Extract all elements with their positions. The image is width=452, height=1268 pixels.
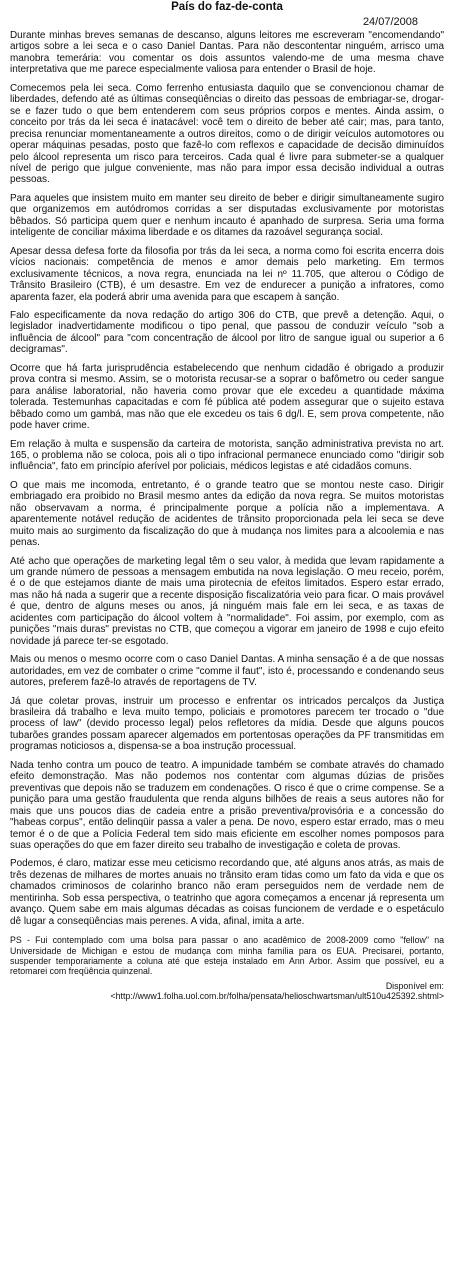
article-title: País do faz-de-conta [171, 1, 283, 13]
paragraph-7: Em relação à multa e suspensão da carteira de motorista, sanção administrativa prevista no art. 165, o problema não se coloca, pois ali o tipo infracional permanece enunciado como "dirigir sob influência", fato em princípio aferível por policiais, médicos legistas e até cidadãos comuns. [10, 438, 444, 473]
paragraph-3: Para aqueles que insistem muito em manter seu direito de beber e dirigir simultaneamente sugiro que organizemos em autódromos corridas a ser disputadas exclusivamente por motoristas bêbados. Só participa quem quer e nenhum incauto é apanhado de surpresa. Seria uma forma inteligente de conciliar máxima liberdade e os ditames da razoável segurança social. [10, 192, 444, 239]
paragraph-12: Nada tenho contra um pouco de teatro. A impunidade também se combate através do chamado efeito demonstração. Mas não podemos nos contentar com algumas dúzias de prisões preventivas que depois não se traduzem em condenações. O risco é que o crime compense. Se a punição para uma gestão fraudulenta que renda alguns bilhões de reais a seus autores não for mais que uns poucos dias de cadeia entre a prisão preventiva/provisória e a concessão do "habeas corpus", então delinqüir passa a valer a pena. De novo, espero estar errado, mas o meu temor é o de que a Polícia Federal tem sido mais eficiente em escolher nomes pomposos para suas operações do que em fazer direito seu trabalho de investigação e coleta de provas. [10, 759, 444, 851]
paragraph-5: Falo especificamente da nova redação do artigo 306 do CTB, que prevê a detenção. Aqui, o legislador inadvertidamente modificou o tipo penal, que passou de conduzir veículo "sob a influência de álcool" para "com concentração de álcool por litro de sangue igual ou superior a 6 decigramas". [10, 309, 444, 356]
paragraph-13: Podemos, é claro, matizar esse meu ceticismo recordando que, até alguns anos atrás, as mais de três dezenas de milhares de mortes anuais no trânsito eram tidas como um fato da vida e que os chamados criminosos de colarinho branco não eram perseguidos nem de verdade nem de mentirinha. Sob essa perspectiva, o teatrinho que agora começamos a encenar já representa um avanço. Quem sabe em mais algumas décadas as coisas funcionem de verdade e o espetáculo dê lugar a conseqüências mais perenes. A vida, afinal, imita a arte. [10, 858, 444, 927]
paragraph-10: Mais ou menos o mesmo ocorre com o caso Daniel Dantas. A minha sensação é a de que nossas autoridades, em vez de combater o crime "comme il faut", isto é, processando e condenando seus autores, preferem fazê-lo através de reportagens de TV. [10, 654, 444, 689]
article-date: 24/07/2008 [362, 16, 418, 28]
paragraph-9: Até acho que operações de marketing legal têm o seu valor, à medida que levam rapidamente a um grande número de pessoas a mensagem embutida na nova legislação. O meu receio, porém, é o de que estejamos diante de mais uma pirotecnia de efeitos limitados. Espero estar errado, mas não há nada a sugerir que a recente disposição fiscalizatória veio para ficar. O mais provável é que, dentro de alguns meses ou anos, já ninguém mais fale em lei seca, e as taxas de acidentes com participação do álcool voltem à "normalidade". Foi assim, por exemplo, com as punições "mais duras" previstas no CTB, que começou a vigorar em janeiro de 1998 e cujo efeito novidade já parece ter-se esgotado. [10, 555, 444, 647]
source-label: Disponível em: [385, 980, 444, 991]
paragraph-2: Comecemos pela lei seca. Como ferrenho entusiasta daquilo que se convencionou chamar de liberdades, defendo até as últimas conseqüências o direito das pessoas de embriagar-se, drogar-se e fazer tudo o que bem entenderem com seus próprios corpos e mentes. Ainda assim, o conceito por trás da lei seca é inatacável: você tem o direito de beber até cair; mas, para tanto, precisa renunciar momentaneamente a outros direitos, como o de dirigir veículos automotores ou operar máquinas pesadas, posto que fazê-lo com reflexos e capacidade de decisão diminuídos pelo álcool representa um risco para terceiros. Cada qual é livre para submeter-se a qualquer nível de perigo que julgue conveniente, mas não para impor essa decisão individual a outras pessoas. [10, 82, 444, 186]
paragraph-11: Já que coletar provas, instruir um processo e enfrentar os intricados percalços da Justiça brasileira dá trabalho e leva muito tempo, policiais e promotores parecem ter trocado o "due process of law" (devido processo legal) pelos refletores da mídia. Desde que alguns poucos tubarões grandes possam aparecer algemados em portentosas operações da PF transmitidas em programas noticiosos a, dispensa-se a boa instrução processual. [10, 695, 444, 753]
paragraph-6: Ocorre que há farta jurisprudência estabelecendo que nenhum cidadão é obrigado a produzir prova contra si mesmo. Assim, se o motorista recusar-se a soprar o bafômetro ou ceder sangue para análise laboratorial, não haveria como provar que ele excedeu a quantidade máxima tolerada. Testemunhas capacitadas e com fé pública até podem assegurar que o sujeito estava bêbado como um gambá, mas não que ele excedeu os tais 6 dg/l. E, sem prova competente, não pode haver crime. [10, 362, 444, 432]
postscript: PS - Fui contemplado com uma bolsa para passar o ano acadêmico de 2008-2009 como "fellow" na Universidade de Michigan e estou de mudança com minha família para os EUA. Precisarei, portanto, suspender temporariamente a coluna até que esteja instalado em Ann Arbor. Assim que possível, eu a retomarei com freqüência quinzenal. [10, 935, 444, 977]
paragraph-1: Durante minhas breves semanas de descanso, alguns leitores me escreveram "encomendando" artigos sobre a lei seca e o caso Daniel Dantas. Para não descontentar ninguém, arrisco uma manobra temerária: vou comentar os dois assuntos valendo-me de uma mesma chave interpretativa que me parece especialmente valiosa para entender o Brasil de hoje. [10, 30, 444, 76]
source-url[interactable]: <http://www1.folha.uol.com.br/folha/pensata/helioschwartsman/ult510u425392.shtml> [110, 991, 444, 1002]
paragraph-4: Apesar dessa defesa forte da filosofia por trás da lei seca, a norma como foi escrita encerra dois vícios nacionais: competência de menos e amor demais pelo marketing. Em termos exclusivamente técnicos, a nova regra, enunciada na lei nº 11.705, que alterou o Código de Trânsito Brasileiro (CTB), é um desastre. Em vez de endurecer a punição a infratores, como aparenta fazer, ela poderá abrir uma avenida para que escapem à sanção. [10, 245, 444, 303]
paragraph-8: O que mais me incomoda, entretanto, é o grande teatro que se montou neste caso. Dirigir embriagado era proibido no Brasil mesmo antes da edição da nova regra. Se muitos motoristas não observavam a norma, é principalmente porque a polícia não a implementava. A aparentemente notável redução de acidentes de trânsito proporcionada pela lei seca se deve muito mais ao surgimento da fiscalização do que à mudança nos limites para a alcoolemia e nas penas. [10, 479, 444, 549]
